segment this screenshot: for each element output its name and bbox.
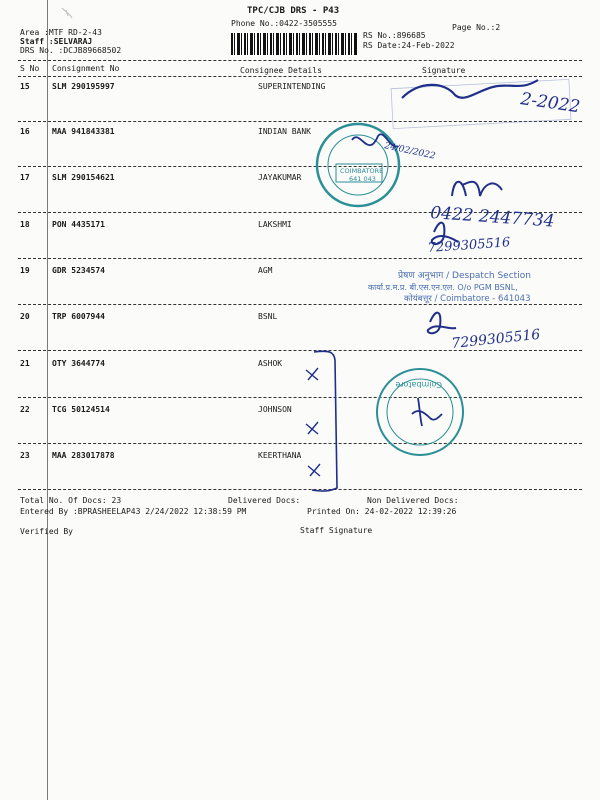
round-stamp-text: Coimbatore bbox=[395, 380, 442, 389]
row-consignee: INDIAN BANK bbox=[258, 127, 311, 136]
row-consignment: MAA 941843381 bbox=[52, 127, 115, 136]
row-consignment: TCG 50124514 bbox=[52, 405, 110, 414]
col-sno-header: S No bbox=[20, 64, 40, 73]
non-delivered-docs: Non Delivered Docs: bbox=[367, 496, 459, 505]
col-signature-header: Signature bbox=[422, 66, 466, 75]
row23-cross-mark bbox=[308, 464, 320, 476]
col-consignment-header: Consignment No bbox=[52, 64, 120, 73]
row-consignee: JOHNSON bbox=[258, 405, 292, 414]
rs-number: RS No.:896685 bbox=[363, 31, 426, 40]
row-consignee: LAKSHMI bbox=[258, 220, 292, 229]
row-sno: 17 bbox=[20, 173, 30, 182]
row-consignment: SLM 290154621 bbox=[52, 173, 115, 182]
bank-stamp-inner bbox=[328, 135, 388, 195]
dispatch-line-3: कोयंबत्तूर / Coimbatore - 641043 bbox=[404, 294, 531, 304]
row-sno: 16 bbox=[20, 127, 30, 136]
row20-signature bbox=[428, 313, 456, 334]
row-consignment: PON 4435171 bbox=[52, 220, 105, 229]
row-consignee: JAYAKUMAR bbox=[258, 173, 302, 182]
dispatch-line-1: प्रेषण अनुभाग / Despatch Section bbox=[398, 271, 531, 281]
area-field: Area :MTF RD-2-43 bbox=[20, 28, 102, 37]
row17-phone: 0422 2447734 bbox=[429, 203, 556, 232]
rs-date: RS Date:24-Feb-2022 bbox=[363, 41, 455, 50]
document-title: TPC/CJB DRS - P43 bbox=[247, 6, 340, 16]
row-sno: 15 bbox=[20, 82, 30, 91]
bank-stamp-city: COIMBATORE bbox=[340, 167, 384, 175]
row-sno: 21 bbox=[20, 359, 30, 368]
bank-stamp-pin: 641 043 bbox=[349, 175, 376, 183]
col-consignee-header: Consignee Details bbox=[240, 66, 322, 75]
delivered-docs: Delivered Docs: bbox=[228, 496, 301, 505]
row-sno: 18 bbox=[20, 220, 30, 229]
row-consignee: AGM bbox=[258, 266, 273, 275]
row17-signature bbox=[452, 182, 502, 196]
row-consignment: SLM 290195997 bbox=[52, 82, 115, 91]
row-consignment: OTY 3644774 bbox=[52, 359, 105, 368]
row-consignee: SUPERINTENDING bbox=[258, 82, 326, 91]
row-sno: 20 bbox=[20, 312, 30, 321]
staff-field: Staff :SELVARAJ bbox=[20, 37, 93, 46]
staff-signature-label: Staff Signature bbox=[300, 526, 373, 535]
row-consignment: GDR 5234574 bbox=[52, 266, 105, 275]
total-docs: Total No. Of Docs: 23 bbox=[20, 496, 122, 505]
row20-phone: 7299305516 bbox=[450, 326, 542, 352]
row-consignee: KEERTHANA bbox=[258, 451, 302, 460]
row-consignee: BSNL bbox=[258, 312, 278, 321]
entered-by: Entered By :BPRASHEELAP43 2/24/2022 12:38:59 PM bbox=[20, 507, 247, 516]
row-consignment: TRP 6007944 bbox=[52, 312, 105, 321]
row-sno: 19 bbox=[20, 266, 30, 275]
phone-number: Phone No.:0422-3505555 bbox=[231, 19, 337, 28]
row22-cross-mark bbox=[306, 422, 318, 434]
printed-on: Printed On: 24-02-2022 12:39:26 bbox=[307, 507, 457, 516]
corner-scribble bbox=[62, 8, 72, 18]
drs-number: DRS No. :DCJB89668502 bbox=[20, 46, 122, 55]
row-sno: 22 bbox=[20, 405, 30, 414]
row-sno: 23 bbox=[20, 451, 30, 460]
row22-signature bbox=[412, 398, 442, 426]
dispatch-line-2: कार्या.प्र.म.प्र. बी.एस.एन.एल. O/o PGM BSNL, bbox=[368, 283, 518, 292]
row18-phone: 7299305516 bbox=[427, 235, 511, 256]
row15-date: 2-2022 bbox=[519, 89, 582, 118]
page-number: Page No.:2 bbox=[452, 23, 501, 32]
verified-by-label: Verified By bbox=[20, 527, 73, 536]
row-consignee: ASHOK bbox=[258, 359, 283, 368]
bank-stamp-ring bbox=[317, 124, 399, 206]
row16-date: 24/02/2022 bbox=[383, 141, 437, 162]
row21-cross-mark bbox=[306, 368, 318, 380]
row15-signature bbox=[402, 80, 538, 98]
row-consignment: MAA 283017878 bbox=[52, 451, 115, 460]
